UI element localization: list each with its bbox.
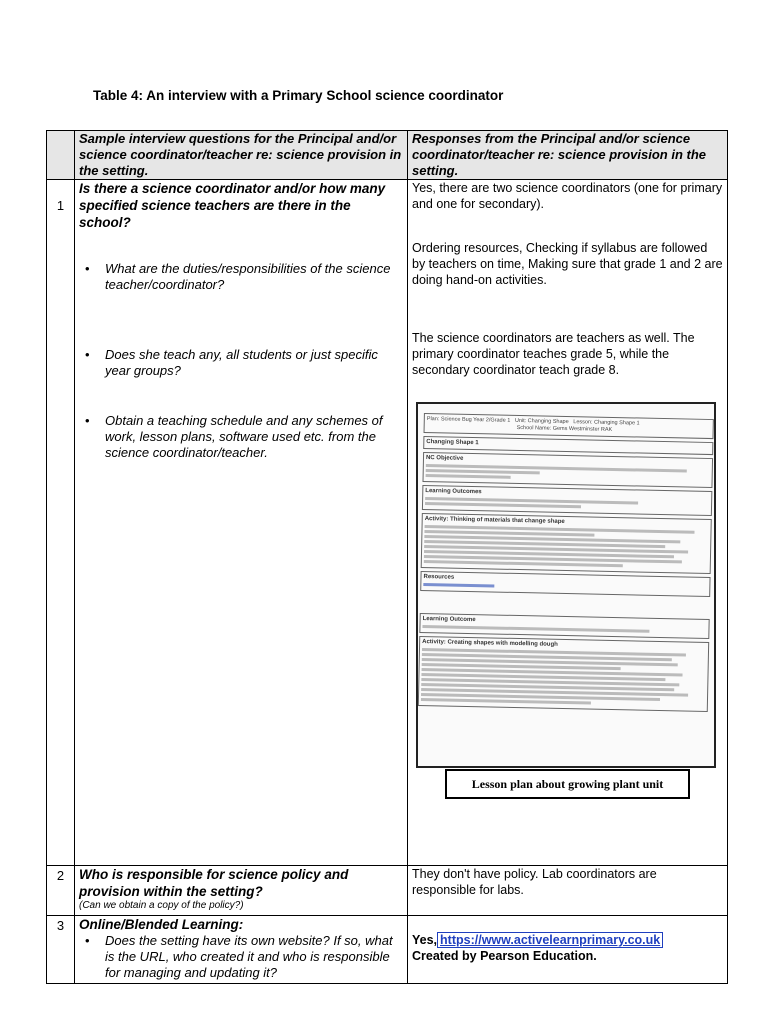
response-text: The science coordinators are teachers as well. The primary coordinator teaches grade 5, while the secondary coordinator teach grade 8. xyxy=(412,331,695,377)
lp-section-title: Activity: Creating shapes with modelling dough xyxy=(422,639,558,648)
question-cell xyxy=(75,180,408,866)
question-note: (Can we obtain a copy of the policy?) xyxy=(79,900,244,911)
lesson-plan-content xyxy=(418,410,714,715)
header-response: Responses from the Principal and/or science coordinator/teacher re: science provision in the setting. xyxy=(408,131,728,180)
response-prefix: Yes, xyxy=(412,933,438,947)
lp-unit: Unit: Changing Shape xyxy=(514,417,569,426)
lp-section xyxy=(419,613,709,639)
lp-section-title: Learning Outcome xyxy=(422,616,476,624)
question-main: Online/Blended Learning: xyxy=(79,917,244,932)
question-cell xyxy=(75,916,408,984)
lp-section-title: NC Objective xyxy=(425,455,464,462)
lp-lesson: Lesson: Changing Shape 1 xyxy=(573,419,640,427)
row-number xyxy=(47,180,75,866)
question-bullet: • Does she teach any, all students or just specific year groups? xyxy=(79,347,399,379)
row-number: 2 xyxy=(47,866,75,916)
question-main: Who is responsible for science policy and provision within the setting? xyxy=(79,867,349,899)
response-text: They don't have policy. Lab coordinators are responsible for labs. xyxy=(412,867,657,897)
question-bullet: • Obtain a teaching schedule and any schemes of work, lesson plans, software used etc. from the science coordinator/teacher. xyxy=(79,413,399,461)
question-cell xyxy=(75,866,408,916)
lp-plan: Plan: Science Bug Year 2/Grade 1 xyxy=(426,416,511,424)
table-title: Table 4: An interview with a Primary School science coordinator xyxy=(93,88,504,103)
lp-school: School Name: Gems Westminster RAK xyxy=(516,424,613,433)
question-bullet: • Does the setting have its own website? If so, what is the URL, who created it and who is responsible for managing and updating it? xyxy=(79,933,399,981)
header-num-cell xyxy=(47,131,75,180)
response-text xyxy=(412,932,723,948)
lesson-plan-caption: Lesson plan about growing plant unit xyxy=(445,769,690,799)
question-bullet: • What are the duties/responsibilities of the science teacher/coordinator? xyxy=(79,261,399,293)
lp-section xyxy=(420,571,710,597)
response-cell xyxy=(408,866,728,916)
response-text: Created by Pearson Education. xyxy=(412,949,597,963)
lp-section xyxy=(418,636,709,712)
website-link[interactable]: https://www.activelearnprimary.co.uk xyxy=(437,932,663,948)
table-row xyxy=(47,866,728,916)
lp-section-title: Activity: Thinking of materials that change shape xyxy=(424,516,565,525)
lp-section xyxy=(422,452,713,488)
row-number-label: 1 xyxy=(56,198,65,213)
lp-section xyxy=(422,485,712,516)
lp-heading: Changing Shape 1 xyxy=(426,439,479,447)
lesson-plan-header xyxy=(424,413,714,439)
header-row xyxy=(47,131,728,180)
table-row xyxy=(47,916,728,984)
question-main: Is there a science coordinator and/or how many specified science teachers are there in the school? xyxy=(79,181,386,230)
lesson-plan-image xyxy=(416,402,716,768)
lp-section xyxy=(421,513,712,574)
lp-section-title: Learning Outcomes xyxy=(425,488,482,496)
lp-section-title: Resources xyxy=(423,574,455,581)
response-text: Ordering resources, Checking if syllabus are followed by teachers on time, Making sure that grade 1 and 2 are doing hand-on activities. xyxy=(412,241,723,287)
row-number: 3 xyxy=(47,916,75,984)
header-question: Sample interview questions for the Principal and/or science coordinator/teacher re: science provision in the setting. xyxy=(75,131,408,180)
response-cell xyxy=(408,916,728,984)
response-text: Yes, there are two science coordinators (one for primary and one for secondary). xyxy=(412,181,723,211)
